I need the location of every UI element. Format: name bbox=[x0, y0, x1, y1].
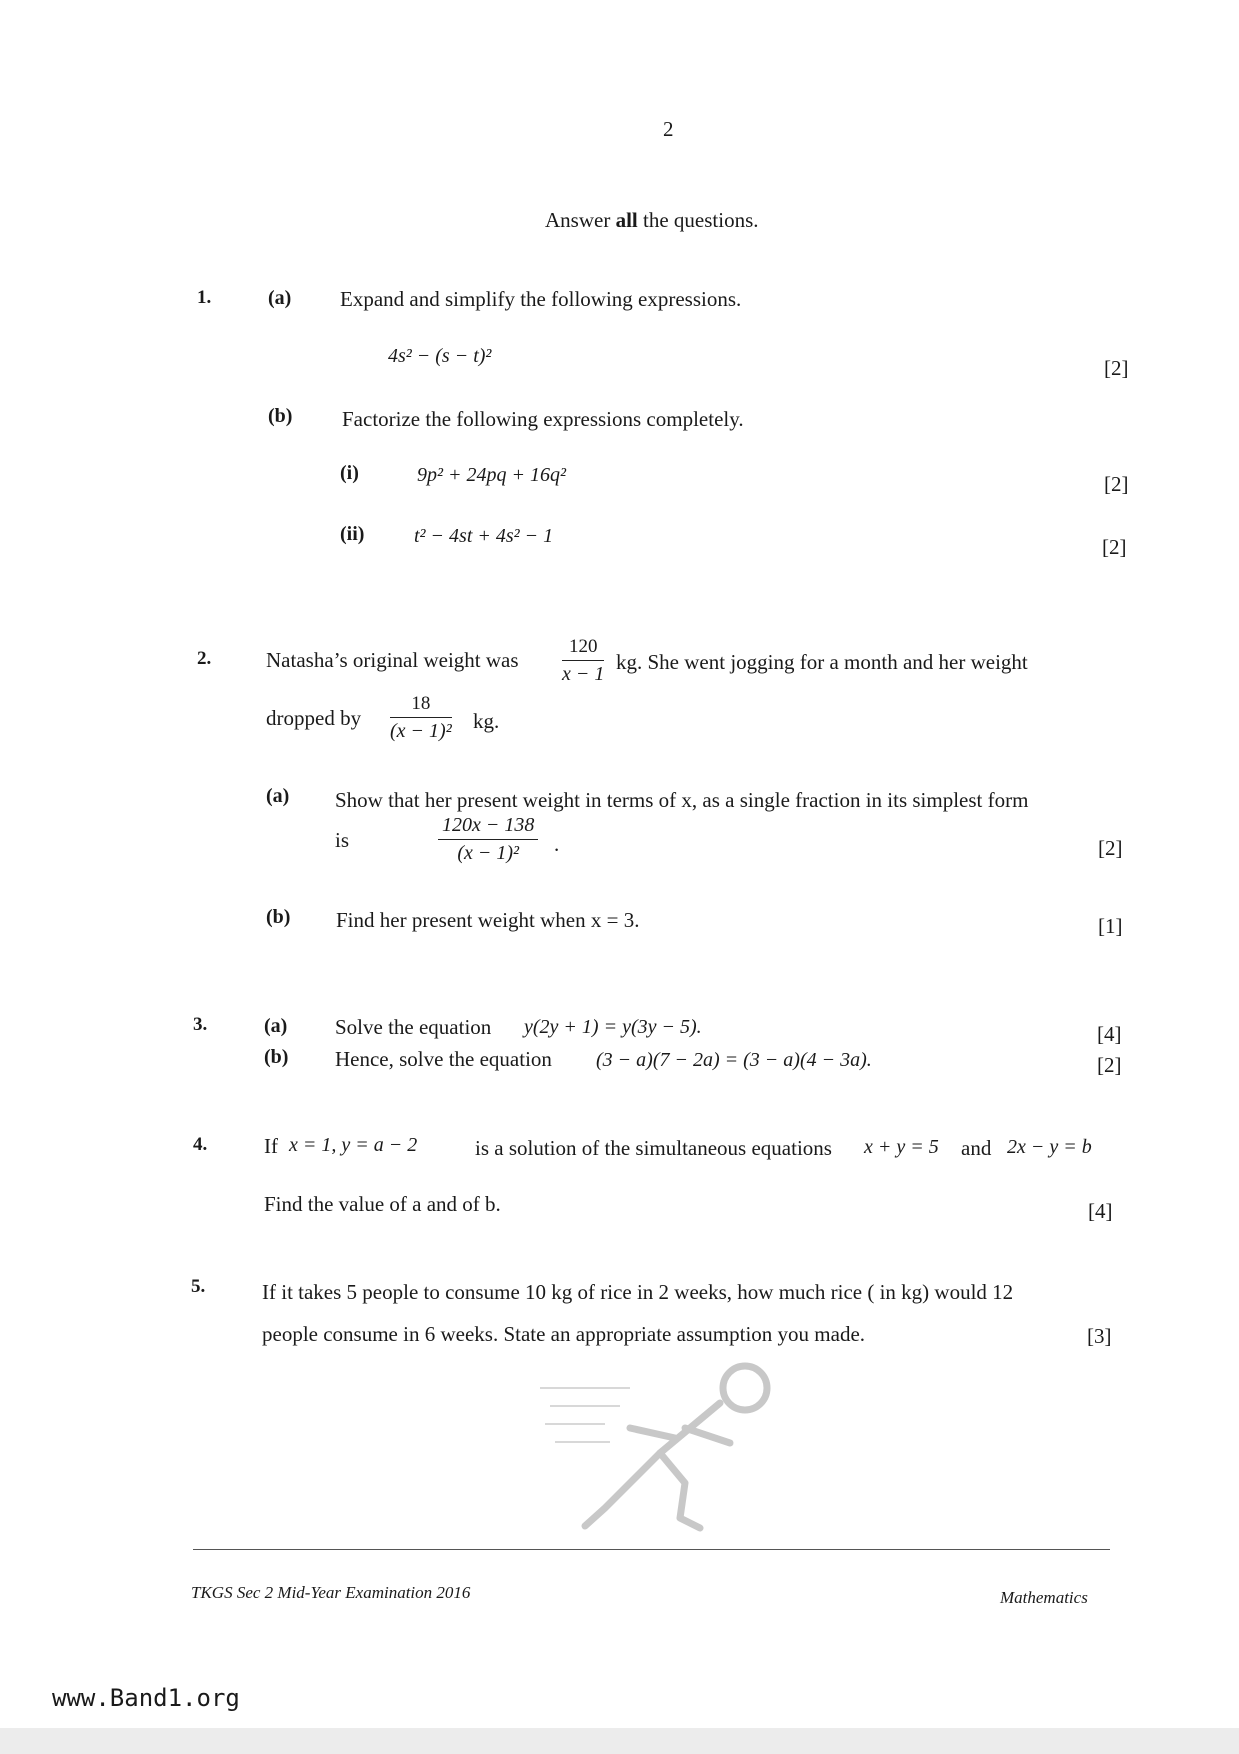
q2a-label: (a) bbox=[266, 785, 290, 807]
q5-line2: people consume in 6 weeks. State an appropriate assumption you made. bbox=[262, 1322, 866, 1346]
q2a-result-fraction bbox=[438, 814, 538, 865]
fraction-denominator: (x − 1)² bbox=[390, 720, 452, 742]
q3b-text: Hence, solve the equation bbox=[335, 1047, 552, 1071]
scan-bottom-strip bbox=[0, 1728, 1239, 1754]
instruction-bold: all bbox=[615, 208, 638, 232]
q4-equation-2: 2x − y = b bbox=[1007, 1136, 1092, 1158]
q1a-expression: 4s² − (s − t)² bbox=[388, 345, 492, 367]
q2-number: 2. bbox=[197, 648, 212, 669]
instruction-pre: Answer bbox=[545, 208, 616, 232]
runner-watermark-icon bbox=[535, 1358, 780, 1548]
q4-number: 4. bbox=[193, 1134, 208, 1155]
q3a-label: (a) bbox=[264, 1015, 288, 1037]
q1b-label: (b) bbox=[268, 405, 293, 427]
q1b-text: Factorize the following expressions completely. bbox=[342, 407, 744, 431]
q1a-text: Expand and simplify the following expressions. bbox=[340, 287, 742, 311]
q2a-period: . bbox=[554, 832, 560, 856]
q5-marks: [3] bbox=[1087, 1324, 1112, 1348]
q1-number: 1. bbox=[197, 287, 212, 308]
q4-equation-1: x + y = 5 bbox=[864, 1136, 939, 1158]
q3a-expression: y(2y + 1) = y(3y − 5). bbox=[524, 1016, 702, 1038]
q2b-label: (b) bbox=[266, 906, 291, 928]
q5-number: 5. bbox=[191, 1276, 206, 1297]
fraction-numerator: 120 bbox=[562, 636, 604, 661]
q3b-expression: (3 − a)(7 − 2a) = (3 − a)(4 − 3a). bbox=[596, 1049, 872, 1071]
q2a-is: is bbox=[335, 828, 350, 852]
q2a-marks: [2] bbox=[1098, 836, 1123, 860]
q2-drop-pre: dropped by bbox=[266, 706, 362, 730]
q3b-label: (b) bbox=[264, 1046, 289, 1068]
q5-line1: If it takes 5 people to consume 10 kg of rice in 2 weeks, how much rice ( in kg) would 12 bbox=[262, 1280, 1014, 1304]
q2-original-weight-fraction bbox=[562, 636, 604, 686]
footer-rule bbox=[193, 1549, 1110, 1550]
q4-marks: [4] bbox=[1088, 1199, 1113, 1223]
q1bii-expression: t² − 4st + 4s² − 1 bbox=[414, 525, 554, 547]
q1a-label: (a) bbox=[268, 287, 292, 309]
instruction bbox=[545, 208, 759, 233]
website-watermark: www.Band1.org bbox=[52, 1684, 240, 1712]
q1bi-expression: 9p² + 24pq + 16q² bbox=[417, 464, 566, 486]
q4-line1-mid: is a solution of the simultaneous equations bbox=[475, 1136, 832, 1160]
q2-drop-fraction bbox=[390, 693, 452, 743]
q3b-marks: [2] bbox=[1097, 1053, 1122, 1077]
q4-condition: x = 1, y = a − 2 bbox=[289, 1134, 418, 1156]
fraction-denominator: x − 1 bbox=[562, 663, 605, 685]
q3-number: 3. bbox=[193, 1014, 208, 1035]
q4-and: and bbox=[961, 1136, 992, 1160]
q1bii-marks: [2] bbox=[1102, 535, 1127, 559]
q2-intro-post: kg. She went jogging for a month and her weight bbox=[616, 650, 1028, 674]
fraction-denominator: (x − 1)² bbox=[457, 842, 520, 864]
q4-line2: Find the value of a and of b. bbox=[264, 1192, 501, 1216]
footer-left: TKGS Sec 2 Mid-Year Examination 2016 bbox=[191, 1583, 471, 1602]
q2b-text: Find her present weight when x = 3. bbox=[336, 908, 640, 932]
q4-line1-pre: If bbox=[264, 1134, 278, 1158]
q2b-marks: [1] bbox=[1098, 914, 1123, 938]
fraction-numerator: 18 bbox=[390, 693, 452, 718]
q1bi-label: (i) bbox=[340, 462, 359, 484]
q1bii-label: (ii) bbox=[340, 523, 365, 545]
instruction-post: the questions. bbox=[637, 208, 759, 232]
q1a-marks: [2] bbox=[1104, 356, 1129, 380]
q2a-text: Show that her present weight in terms of x, as a single fraction in its simplest form bbox=[335, 788, 1029, 812]
fraction-numerator: 120x − 138 bbox=[438, 814, 538, 840]
q3a-marks: [4] bbox=[1097, 1022, 1122, 1046]
q2-intro-pre: Natasha’s original weight was bbox=[266, 648, 519, 672]
q1bi-marks: [2] bbox=[1104, 472, 1129, 496]
q2-drop-post: kg. bbox=[473, 709, 500, 733]
page-number: 2 bbox=[663, 117, 674, 141]
footer-right: Mathematics bbox=[1000, 1588, 1088, 1607]
q3a-text: Solve the equation bbox=[335, 1015, 492, 1039]
